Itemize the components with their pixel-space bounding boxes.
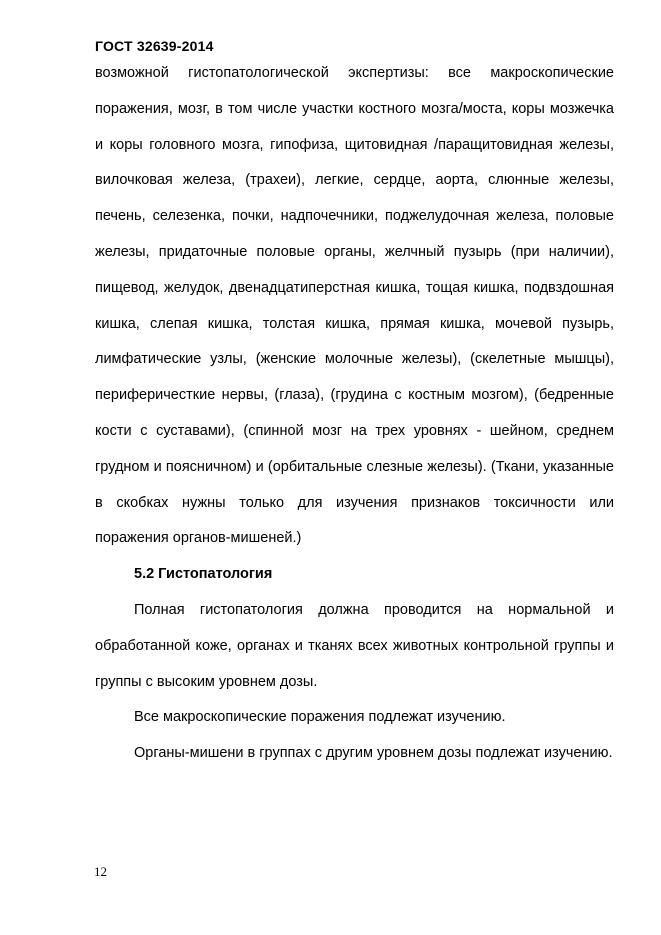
continued-paragraph: возможной гистопатологической экспертизы: все макроскопические поражения, мозг, в том числе участки костного мозга/моста, коры мозжечка и коры головного мозга, гипофиза, щитовидная /паращитовидная железы, вилочковая железа, (трахеи), легкие, сердце, аорта, слюнные железы, печень, селезенка, почки, надпочечники, поджелудочная железа, половые железы, придаточные половые органы, желчный пузырь (при наличии), пищевод, желудок, двенадцатиперстная кишка, тощая кишка, подвздошная кишка, слепая кишка, толстая кишка, прямая кишка, мочевой пузырь, лимфатические узлы, (женские молочные железы), (скелетные мышцы), периферичесткие нервы, (глаза), (грудина с костным мозгом), (бедренные кости с суставами), (спинной мозг на трех уровнях - шейном, среднем грудном и поясничном) и (орбитальные слезные железы). (Ткани, указанные в скобках нужны только для изучения признаков токсичности или поражения органов-мишеней.) — [95, 65, 614, 547]
section-heading: 5.2 Гистопатология — [134, 566, 273, 583]
section-paragraph-2: Все макроскопические поражения подлежат изучению. — [134, 709, 506, 726]
page-number: 12 — [94, 864, 107, 879]
section-paragraph-1: Полная гистопатология должна проводится на нормальной и обработанной коже, органах и тканях всех животных контрольной группы и группы с высоким уровнем дозы. — [95, 601, 614, 690]
section-paragraph-3: Органы-мишени в группах с другим уровнем дозы подлежат изучению. — [134, 745, 613, 762]
document-body — [95, 56, 614, 772]
document-header: ГОСТ 32639-2014 — [95, 38, 214, 54]
